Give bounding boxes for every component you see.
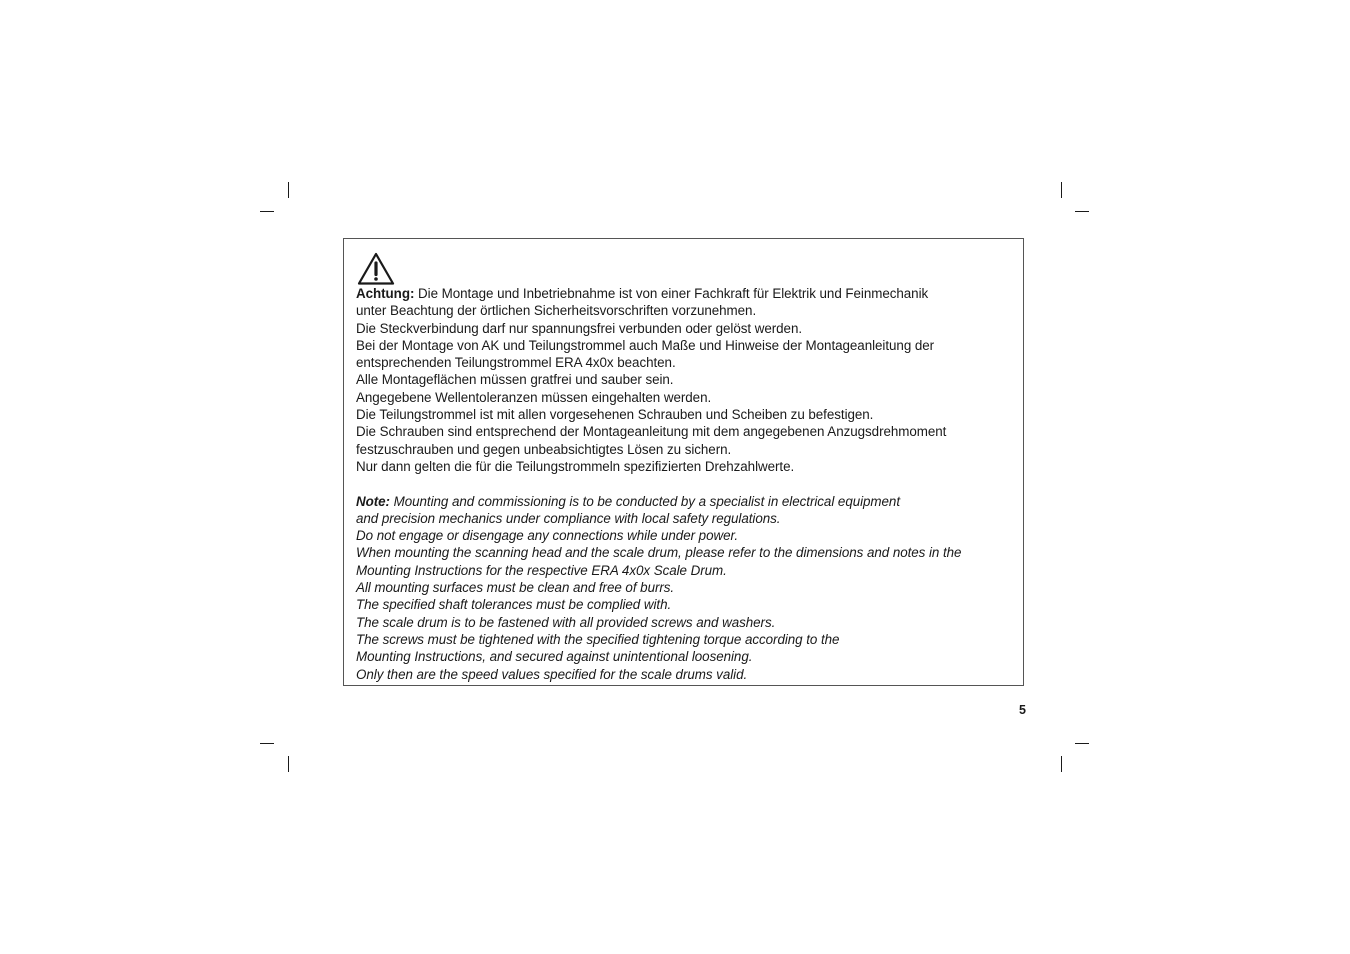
german-line: Die Teilungstrommel ist mit allen vorgesehenen Schrauben und Scheiben zu befestigen. <box>356 407 874 423</box>
english-line: The specified shaft tolerances must be complied with. <box>356 597 672 613</box>
crop-mark <box>260 743 274 744</box>
german-lead: Achtung: <box>356 286 415 301</box>
english-lead: Note: <box>356 493 390 509</box>
german-line: entsprechenden Teilungstrommel ERA 4x0x beachten. <box>356 355 676 371</box>
warning-notice-box <box>343 238 1024 686</box>
crop-mark <box>288 182 289 198</box>
english-line: Only then are the speed values specified for the scale drums valid. <box>356 666 748 682</box>
german-first-line <box>356 285 1021 302</box>
crop-mark <box>1061 182 1062 198</box>
page-number: 5 <box>1019 703 1026 717</box>
german-line: Angegebene Wellentoleranzen müssen eingehalten werden. <box>356 389 712 405</box>
crop-mark <box>1075 743 1089 744</box>
english-first-line-text: Mounting and commissioning is to be conducted by a specialist in electrical equipment <box>389 493 900 509</box>
english-line: and precision mechanics under compliance with local safety regulations. <box>356 510 781 526</box>
german-line: festzuschrauben und gegen unbeabsichtigtes Lösen zu sichern. <box>356 441 732 457</box>
warning-triangle-icon <box>357 252 395 286</box>
paragraph-gap <box>356 475 1021 492</box>
english-line: All mounting surfaces must be clean and free of burrs. <box>356 580 675 596</box>
german-line: Die Schrauben sind entsprechend der Montageanleitung mit dem angegebenen Anzugsdrehmoment <box>356 424 947 440</box>
german-line: Alle Montageflächen müssen gratfrei und sauber sein. <box>356 372 674 388</box>
english-line: The scale drum is to be fastened with all provided screws and washers. <box>356 614 776 630</box>
english-line: Mounting Instructions, and secured against unintentional loosening. <box>356 649 753 665</box>
german-warning <box>356 285 1021 475</box>
german-first-line-text: Die Montage und Inbetriebnahme ist von einer Fachkraft für Elektrik und Feinmechanik <box>414 286 929 301</box>
crop-mark <box>1075 211 1089 212</box>
german-line: Nur dann gelten die für die Teilungstrommeln spezifizierten Drehzahlwerte. <box>356 458 795 474</box>
crop-mark <box>1061 756 1062 772</box>
english-line: The screws must be tightened with the specified tightening torque according to the <box>356 631 840 647</box>
english-line: When mounting the scanning head and the scale drum, please refer to the dimensions and notes in the <box>356 545 962 561</box>
german-line: Bei der Montage von AK und Teilungstrommel auch Maße und Hinweise der Montageanleitung der <box>356 337 935 353</box>
english-line: Mounting Instructions for the respective ERA 4x0x Scale Drum. <box>356 562 727 578</box>
german-line: Die Steckverbindung darf nur spannungsfrei verbunden oder gelöst werden. <box>356 320 803 336</box>
crop-mark <box>260 211 274 212</box>
english-line: Do not engage or disengage any connections while under power. <box>356 528 739 544</box>
german-line: unter Beachtung der örtlichen Sicherheitsvorschriften vorzunehmen. <box>356 303 757 319</box>
english-first-line <box>356 493 1021 510</box>
english-warning <box>356 493 1021 683</box>
warning-text <box>356 285 1021 683</box>
crop-mark <box>288 756 289 772</box>
